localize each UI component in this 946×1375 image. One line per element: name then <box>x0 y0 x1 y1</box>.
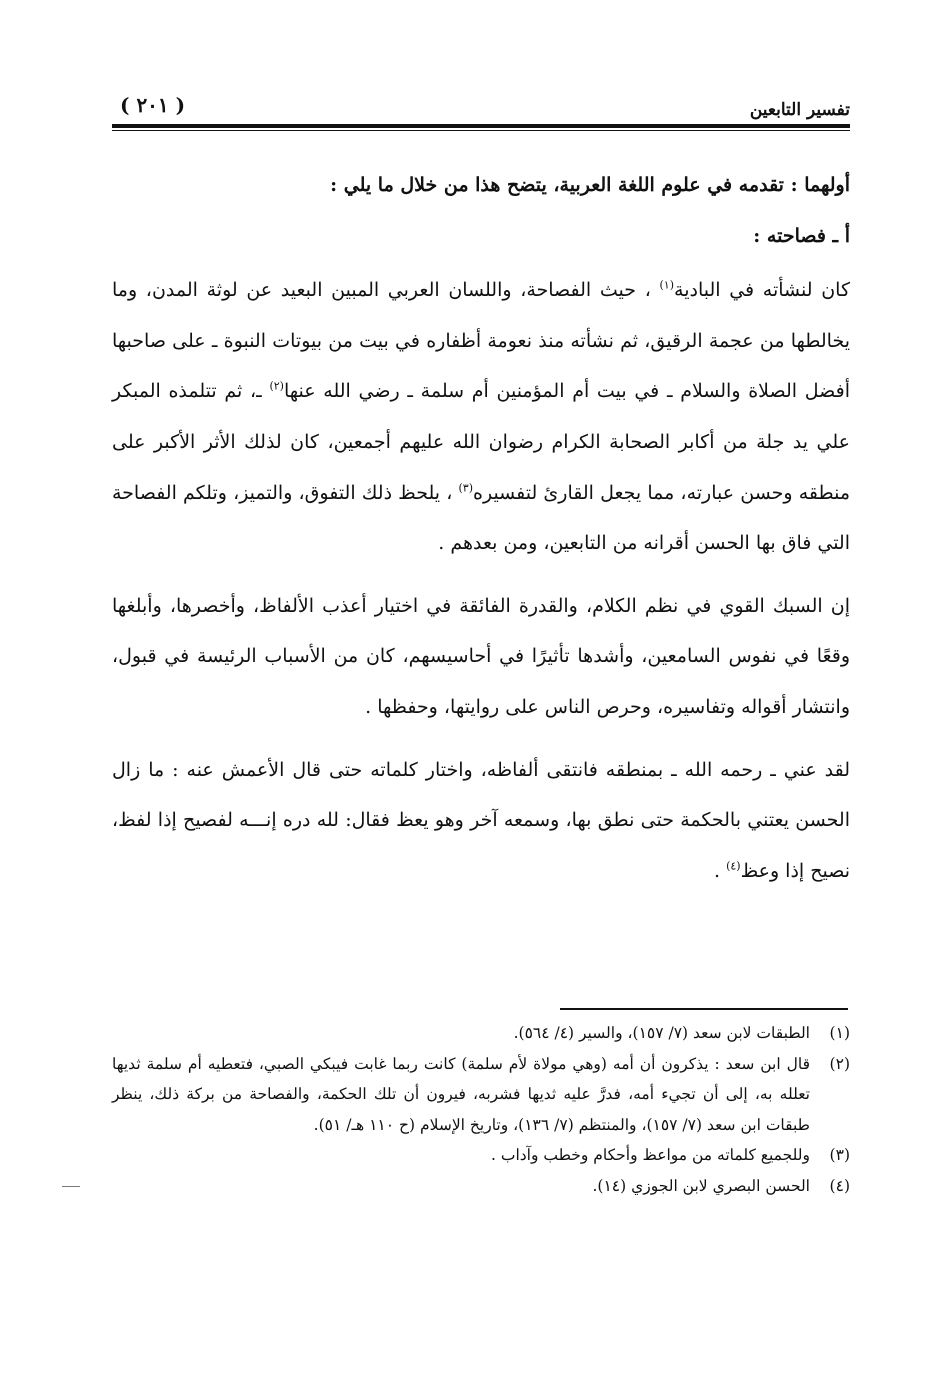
paragraph-2: إن السبك القوي في نظم الكلام، والقدرة الفائقة في اختيار أعذب الألفاظ، وأخصرها، وأبلغها وقعًا في نفوس السامعين، وأشدها تأثيرًا في أحاسيسهم، كان من الأسباب الرئيسة في قبول، وانتشار أقواله وتفاسيره، وحرص الناس على روايتها، وحفظها . <box>112 594 850 718</box>
paragraph-3-part-a: لقد عني ـ رحمه الله ـ بمنطقه فانتقى ألفاظه، واختار كلماته حتى قال الأعمش عنه : ما زال الحسن يعتني بالحكمة حتى نطق بها، وسمعه آخر وهو يعظ فقال: لله دره إنـــه لفصيح إذا لفظ، نصيح إذا وعظ <box>112 758 851 882</box>
header-rule-thin <box>112 130 850 131</box>
footnotes <box>112 1018 850 1202</box>
footnote-ref-3[interactable]: (٣) <box>458 481 474 495</box>
footnote-number: (٣) <box>829 1146 850 1165</box>
footnote-text: الحسن البصري لابن الجوزي (١٤). <box>592 1176 810 1195</box>
paragraph-1-part-a: كان لنشأته في البادية <box>674 279 850 302</box>
paragraph-1 <box>112 265 850 569</box>
paragraph-3-part-b: . <box>713 859 727 882</box>
running-title: تفسير التابعين <box>749 100 850 120</box>
subsection-heading: أ ـ فصاحته : <box>753 224 850 247</box>
paragraph-1-part-b: ، حيث الفصاحة، واللسان العربي المبين البعيد عن لوثة المدن، وما يخالطها من عجمة الرقيق، ثم نشأته منذ نعومة أظفاره في بيت من بيوتات النبوة ـ على صاحبها أفضل الصلاة والسلام ـ في بيت أم المؤمنين أم سلمة ـ رضي الله عنها <box>112 279 850 403</box>
footnote-ref-1[interactable]: (١) <box>659 278 675 292</box>
paragraph-1-part-d: ، يلحظ ذلك التفوق، والتميز، وتلكم الفصاحة التي فاق بها الحسن أقرانه من التابعين، ومن بعدهم . <box>112 481 850 555</box>
footnote-number: (٢) <box>829 1054 850 1073</box>
margin-mark <box>62 1186 80 1187</box>
footnote-2 <box>112 1049 850 1141</box>
main-text <box>112 160 850 908</box>
page-number: ( ٢٠١ ) <box>120 93 186 117</box>
footnote-text: قال ابن سعد : يذكرون أن أمه (وهي مولاة لأم سلمة) كانت ربما غابت فيبكي الصبي، فتعطيه أم سلمة ثديها تعلله به، إلى أن تجيء أمه، فدرَّ عليه ثديها فشربه، فيرون أن تلك الحكمة، والفصاحة من بركة ذلك، ينظر طبقات ابن سعد (٧/ ١٥٧)، والمنتظم (٧/ ١٣٦)، وتاريخ الإسلام (ح ١١٠ هـ/ ٥١). <box>112 1054 810 1134</box>
section-heading: أولهما : تقدمه في علوم اللغة العربية، يتضح هذا من خلال ما يلي : <box>330 174 850 196</box>
footnote-number: (٤) <box>829 1176 850 1195</box>
footnote-text: الطبقات لابن سعد (٧/ ١٥٧)، والسير (٤/ ٥٦٤). <box>513 1024 810 1042</box>
footnote-ref-4[interactable]: (٤) <box>726 859 741 873</box>
footnote-text: وللجميع كلماته من مواعظ وأحكام وخطب وآداب . <box>491 1146 810 1165</box>
footnote-ref-2[interactable]: (٢) <box>269 380 284 394</box>
paragraph-1-part-c: ـ، ثم تتلمذه المبكر علي يد جلة من أكابر الصحابة الكرام رضوان الله عليهم أجمعين، كان لذلك الأثر الأكبر على منطقه وحسن عبارته، مما يجعل القارئ لتفسيره <box>112 380 851 504</box>
footnote-1 <box>112 1018 850 1049</box>
paragraph-3 <box>112 745 850 897</box>
footnote-number: (١) <box>829 1024 850 1042</box>
footnote-4 <box>112 1171 850 1202</box>
footnote-3 <box>112 1140 850 1171</box>
footnote-separator <box>560 1008 848 1010</box>
page-header <box>112 82 850 120</box>
header-rule <box>112 124 850 128</box>
